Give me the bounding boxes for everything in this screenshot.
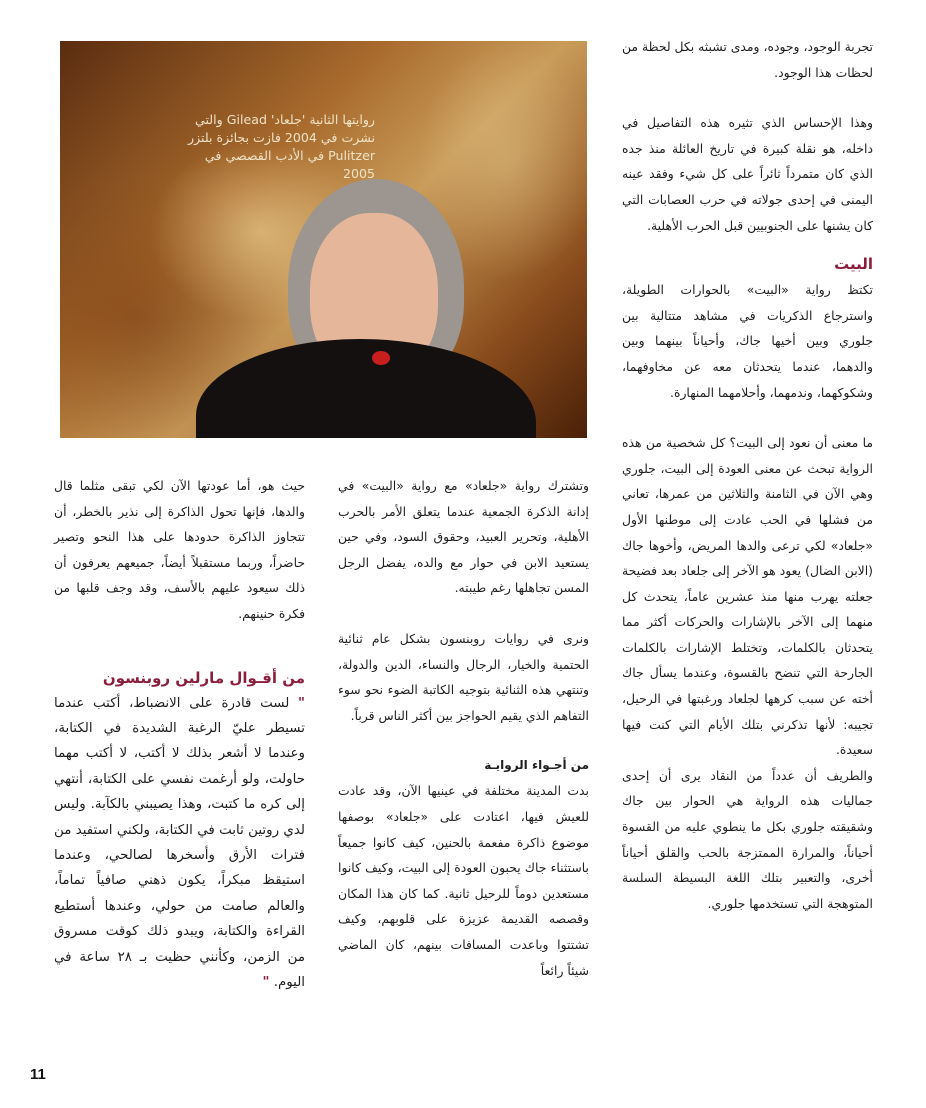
photo-caption: روايتها الثانية 'جلعاد' Gilead والتي نشرت في 2004 فازت بجائزة بلتزر Pulitzer في الأدب القصصي في 2005 [188,112,375,181]
author-quote-text: لست قادرة على الانضباط، أكتب عندما تسيطر عليّ الرغبة الشديدة في الكتابة، وعندما لا أشعر بذلك لا أكتب، لا أكتب مهما حاولت، ولو أرغمت نفسي على الكتابة، أنتهي إلى كره ما كتبت، وهذا يصيبني بالكآبة. وليس لدي روتين ثابت في الكتابة، ولكني استفيد من فترات الأرق وأسخرها لصالحي، وعندما استيقظ مبكراً، يكون ذهني صافياً تماماً، والعالم صامت من حولي، وعندها أستطيع القراءة والكتابة، ويبدو ذلك كوقت مسروق من الزمن، وكأنني حظيت بـ ٢٨ ساعة في اليوم. [54,695,306,991]
section-heading-quotes: من أقـوال مارلين روبنسون [102,668,305,687]
right-col-paragraph-3: تكتظ رواية «البيت» بالحوارات الطويلة، واسترجاع الذكريات في مشاهد متتالية بين جلوري وبين أخيها جاك، وأحياناً بينهما وبين والدهما، عندما يتحدثان معه عن مخاوفهما، وشكوكهما، وندمهما، وأحلامهما المنهارة. [622,282,873,400]
middle-col-paragraph-2: ونرى في روايات روبنسون بشكل عام ثنائية الحتمية والخيار، الرجال والنساء، الدين والدولة، وتنتهي هذه الثنائية بتوجيه الكاتبة الضوء نحو سوء التفاهم الذي يقيم الحواجز بين أكثر الناس قرباً. [338,630,589,723]
quote-close-mark: " [262,975,270,991]
right-col-paragraph-1: تجربة الوجود، وجوده، ومدى تشبثه بكل لحظة من لحظات هذا الوجود. [622,39,873,80]
quote-open-mark: " [298,695,305,711]
right-col-paragraph-4: ما معنى أن نعود إلى البيت؟ كل شخصية من هذه الرواية تبحث عن معنى العودة إلى البيت، جلوري وهي الآن في الثامنة والثلاثين من عمرها، تعاني من فشلها في الحب عادت إلى موطنها الأول «جلعاد» لكي ترعى والدها المريض، وأخوها جاك (الابن الضال) يعود هو الآخر إلى جلعاد بعد فضيحة جعلته يهرب منها منذ عشرين عاماً، يتحدث كل منهما إلى الآخر بالإشارات والحركات أكثر مما يتحدثان بالكلمات، وتختلط الإشارات بالكلمات الجارحة التي تنضح بالقسوة، وعندما يسأل جاك أخته عن سبب كرهها لجلعاد ورغبتها في الرحيل، تجيبه: لأنها تذكرني بتلك الأيام التي كنت فيها سعيدة. [622,435,873,758]
middle-col-paragraph-1: وتشترك رواية «جلعاد» مع رواية «البيت» في إدانة الذكرة الجمعية عندما يتعلق الأمر بالحرب الأهلية، وتحرير العبيد، وحقوق السود، وفي حين يستعيد الابن في حوار مع والده، يفضل الرجل المسن تجاهلها رغم طيبته. [338,478,589,596]
section-subheading-novel-atmosphere: من أجـواء الروايـة [484,758,589,773]
page-number: 11 [30,1066,46,1083]
author-photo [60,41,587,438]
right-col-paragraph-2: وهذا الإحساس الذي تثيره هذه التفاصيل في داخله، هو نقلة كبيرة في تاريخ العائلة منذ جده الذي كان متمرداً ثائراً على كل شيء وفقد عينه اليمنى في إحدى جولاته في حرب العصابات التي كان يشنها على الجنوبيين قبل الحرب الأهلية. [622,115,873,233]
middle-col-paragraph-3: بدت المدينة مختلفة في عينيها الآن، وقد عادت للعيش فيها، اعتادت على «جلعاد» بوصفها موضوع ذاكرة مفعمة بالحنين، كيف كانوا جميعاً باستثناء جاك يحبون العودة إلى البيت، وكيف كانوا مستعدين دوماً للرحيل ثانية. كما كان هذا المكان وقصصه القديمة عزيزة على قلوبهم، وكيف تشتتوا وباعدت المسافات بينهم، كان الماضي شيئاً رائعاً [338,783,589,978]
section-heading-home: البيت [834,255,873,274]
author-quote [54,691,305,996]
right-column [622,34,873,916]
right-col-paragraph-5: والطريف أن عدداً من النقاد يرى أن إحدى جماليات هذه الرواية هي الحوار بين جاك وشقيقته جلوري بكل ما ينطوي عليه من القسوة أحياناً، والمرارة الممتزجة بالحب والقلق أحياناً أخرى، والتعبير بتلك اللغة البسيطة السلسة المتوهجة التي تستخدمها جلوري. [622,767,873,911]
portrait-flower-brooch [372,351,390,365]
left-column [54,473,305,995]
middle-column [338,473,589,983]
left-col-paragraph-1: حيث هو، أما عودتها الآن لكي تبقى مثلما قال والدها، فإنها تحول الذاكرة إلى نذير بالخطر، أن تتجاوز الذاكرة حدودها على هذا النحو وتصير حاضراً، وربما مستقبلاً أيضاً، جميعهم يعرفون أن ذلك سيعود عليهم بالأسف، وقد وجف قلبها من فكرة حنينهم. [54,478,305,621]
portrait-body [196,339,536,438]
